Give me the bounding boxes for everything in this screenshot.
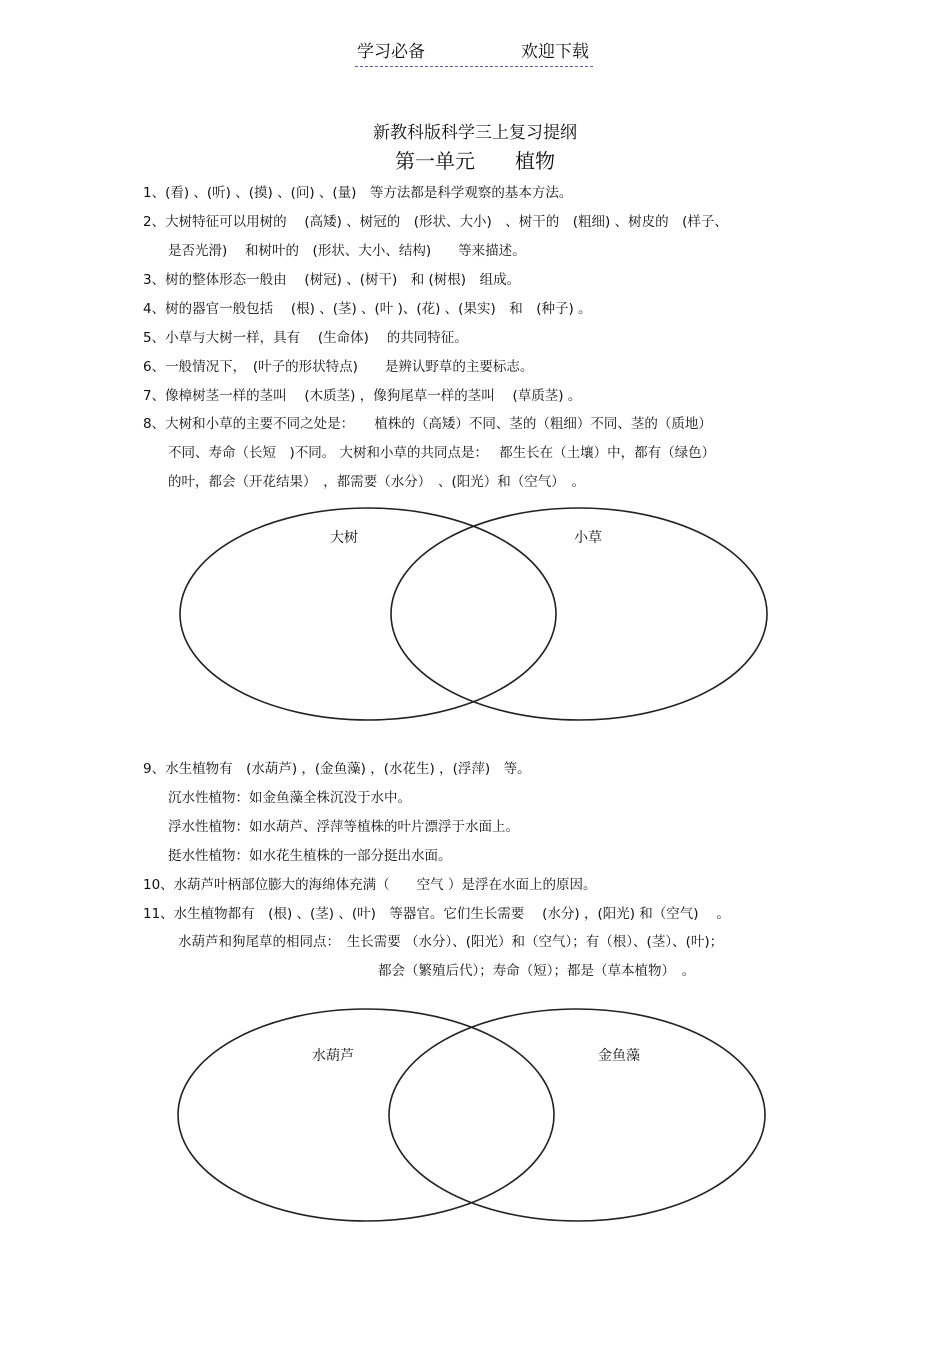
header-left-text: 学习必备 [357,42,425,62]
header-right-text: 欢迎下载 [521,42,589,62]
venn-1-right-label: 小草 [574,530,602,546]
venn-diagram-2-svg [0,1003,950,1225]
item-6-line: 6、一般情况下， (叶子的形状特点) 是辨认野草的主要标志。 [143,359,534,375]
submerged-plants-line: 沉水性植物：如金鱼藻全株沉没于水中。 [168,790,411,806]
item-3-line: 3、树的整体形态一般由 (树冠) 、(树干) 和 (树根) 组成。 [143,272,521,288]
venn-2-left-label: 水葫芦 [312,1048,354,1064]
item-11-line-3: 都会（繁殖后代）；寿命（短）；都是（草本植物） 。 [378,963,696,979]
item-8-line-2: 不同、寿命（长短 )不同。 大树和小草的共同点是： 都生长在（土壤）中，都有（绿色） [168,445,716,461]
venn-2-right-ellipse [389,1009,765,1221]
item-11-line-2: 水葫芦和狗尾草的相同点： 生长需要 （水分）、(阳光）和（空气）；有（根）、(茎）、(叶)； [178,934,724,950]
venn-2-right-label: 金鱼藻 [598,1048,640,1064]
item-8-line-3: 的叶，都会（开花结果） ，都需要（水分） 、(阳光）和（空气） 。 [168,474,586,490]
item-2-line-2: 是否光滑) 和树叶的 (形状、大小、结构) 等来描述。 [168,243,526,259]
emergent-plants-line: 挺水性植物：如水花生植株的一部分挺出水面。 [168,848,452,864]
venn-1-left-label: 大树 [330,530,358,546]
item-8-line-1: 8、大树和小草的主要不同之处是： 植株的（高矮）不同、茎的（粗细）不同、茎的（质地） [143,416,712,432]
venn-2-left-ellipse [178,1009,554,1221]
venn-diagram-tree-grass [0,505,950,725]
item-2-line-1: 2、大树特征可以用树的 (高矮) 、树冠的 (形状、大小) 、树干的 (粗细) 、树皮的 (样子、 [143,214,728,230]
item-7-line: 7、像樟树茎一样的茎叫 (木质茎) ，像狗尾草一样的茎叫 (草质茎) 。 [143,388,582,404]
page-header [355,40,593,67]
item-11-line-1: 11、水生植物都有 (根) 、(茎) 、(叶) 等器官。它们生长需要 (水分) ，(阳光) 和（空气) 。 [143,906,730,922]
floating-plants-line: 浮水性植物：如水葫芦、浮萍等植株的叶片漂浮于水面上。 [168,819,519,835]
item-10-line: 10、水葫芦叶柄部位膨大的海绵体充满（ 空气 ）是浮在水面上的原因。 [143,877,597,893]
document-title: 新教科版科学三上复习提纲 [373,123,577,143]
item-1-line: 1、(看) 、(听) 、(摸) 、(问) 、(量) 等方法都是科学观察的基本方法。 [143,185,573,201]
item-9-line: 9、水生植物有 (水葫芦) ，(金鱼藻) ，(水花生) ，(浮萍) 等。 [143,761,531,777]
item-5-line: 5、小草与大树一样，具有 (生命体) 的共同特征。 [143,330,468,346]
venn-diagram-water-hyacinth-hornwort [0,1003,950,1225]
venn-1-left-ellipse [180,508,556,720]
unit-title: 第一单元 植物 [395,149,555,173]
venn-diagram-1-svg [0,505,950,725]
item-4-line: 4、树的器官一般包括 (根) 、(茎) 、(叶 )、(花) 、(果实) 和 (种子) 。 [143,301,592,317]
